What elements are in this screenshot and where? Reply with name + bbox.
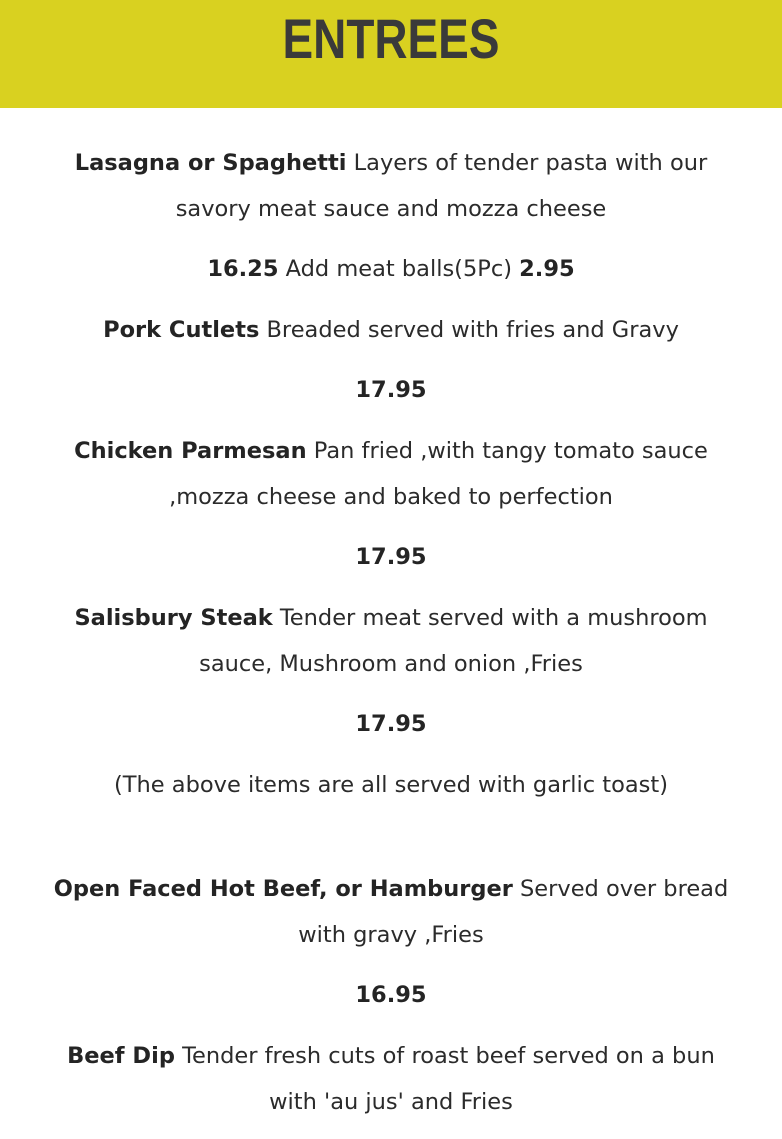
menu-item-lasagna	[46, 140, 736, 232]
item-name: Chicken Parmesan	[74, 438, 307, 464]
menu-item-beef-dip	[46, 1033, 736, 1125]
garlic-toast-note: (The above items are all served with garlic toast)	[114, 772, 668, 798]
item-description: Pan fried ,with tangy tomato sauce ,mozza cheese and baked to perfection	[169, 438, 708, 510]
item-price: 17.95	[355, 711, 427, 737]
item-price: 17.95	[355, 377, 427, 403]
item-price: 16.95	[355, 982, 427, 1008]
item-name: Lasagna or Spaghetti	[74, 150, 347, 176]
addon-text: Add meat balls(5Pc)	[278, 256, 520, 282]
item-name: Salisbury Steak	[74, 605, 273, 631]
item-description: Tender fresh cuts of roast beef served on a bun with 'au jus' and Fries	[174, 1043, 715, 1115]
menu-item-hot-beef	[46, 866, 736, 958]
item-name: Beef Dip	[67, 1043, 175, 1069]
addon-price: 2.95	[519, 256, 575, 282]
item-price: 17.95	[355, 544, 427, 570]
item-description: Breaded served with fries and Gravy	[259, 317, 679, 343]
page-title: ENTREES	[282, 7, 500, 70]
header-banner	[0, 0, 782, 108]
item-name: Open Faced Hot Beef, or Hamburger	[53, 876, 513, 902]
item-name: Pork Cutlets	[103, 317, 260, 343]
item-price-line	[46, 246, 736, 292]
menu-item-salisbury-steak	[46, 595, 736, 687]
item-description: Layers of tender pasta with our savory meat sauce and mozza cheese	[175, 150, 708, 222]
menu-list	[0, 140, 782, 1139]
item-description: Tender meat served with a mushroom sauce, Mushroom and onion ,Fries	[199, 605, 708, 677]
menu-item-chicken-parmesan	[46, 428, 736, 520]
menu-item-pork-cutlets	[46, 307, 736, 353]
item-price: 16.25	[207, 256, 279, 282]
item-description: Served over bread with gravy ,Fries	[298, 876, 729, 948]
